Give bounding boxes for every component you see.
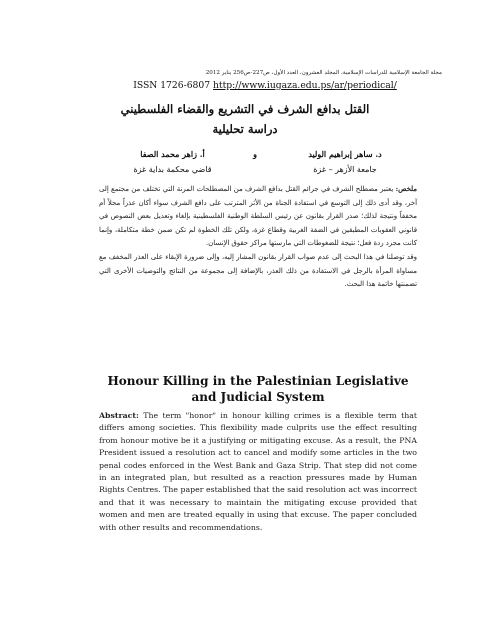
arabic-title: القتل بدافع الشرف في التشريع والقضاء الفلسطيني (120, 102, 370, 116)
arabic-abstract-paragraph-1 (99, 183, 417, 251)
journal-citation-line: مجلة الجامعة الإسلامية للدراسات الإسلامية، المجلد العشرون، العدد الأول، ص227-ص256 يناير 2012 (205, 70, 442, 76)
author-2-name: أ. زاهر محمد الصفا (140, 149, 205, 159)
author-1-name: د. ساهر إبراهيم الوليد (308, 149, 382, 159)
issn-line (120, 80, 410, 92)
english-abstract-text: The term "honor" in honour killing crimes is a flexible term that differs among societies. This flexibility made culprits use the effect resulting from honour motive be it a justifying or mitigating excuse. As a result, the PNA President issued a resolution act to cancel and modify some articles in the two penal codes enforced in the West Bank and Gaza Strip. That step did not come in an integrated plan, but resulted as a reaction pressures made by Human Rights Centres. The paper established that the said resolution act was incorrect and that it was necessary to maintain the mitigating excuse provided that women and men are treated equally in using that excuse. The paper concluded with other results and recommendations. (99, 411, 417, 532)
arabic-subtitle: دراسة تحليلية (212, 122, 278, 136)
author-2-affiliation: قاضي محكمة بداية غزة (133, 165, 212, 174)
english-abstract (99, 410, 417, 534)
author-2 (110, 149, 235, 175)
arabic-abstract-text-1: يعتبر مصطلح الشرف في جرائم القتل بدافع الشرف من المصطلحات المرنة التي تختلف من مجتمع إلى آخر، وقد أدى ذلك إلى التوسع في استفادة الجناة من الأثر المترتب على دافع الشرف سواء أكان عذراً محلاً أم مخففاً ونتيجة لذلك؛ صدر القرار بقانون عن رئيس السلطة الوطنية الفلسطينية بإلغاء وتعديل بعض النصوص في قانوني العقوبات المطبقين في الضفة الغربية وقطاع غزة، ولكن تلك الخطوة لم تكن ضمن خطة متكاملة، وإنما كانت مجرد ردة فعل؛ نتيجة للضغوطات التي مارستها مراكز حقوق الإنسان. (99, 185, 417, 248)
issn-number: ISSN 1726-6807 (133, 80, 211, 91)
author-1 (275, 149, 415, 175)
english-title: Honour Killing in the Palestinian Legislative and Judicial System (107, 374, 409, 404)
authors-joiner: و (253, 149, 257, 159)
arabic-abstract (99, 183, 417, 292)
arabic-abstract-paragraph-2: وقد توصلنا في هذا البحث إلى عدم صواب القرار بقانون المشار إليه، وإلى ضرورة الإبقاء على العذر المخفف مع مساواة المرأة بالرجل في الاستفادة من ذلك العذر، بالإضافة إلى مجموعة من النتائج والتوصيات الأخرى التي تضمنتها خاتمة هذا البحث. (99, 252, 417, 289)
english-abstract-label: Abstract: (99, 411, 139, 420)
arabic-abstract-label: ملخص: (395, 185, 417, 193)
author-1-affiliation: جامعة الأزهر – غزة (313, 165, 377, 174)
journal-url-link[interactable]: http://www.iugaza.edu.ps/ar/periodical/ (213, 80, 397, 91)
